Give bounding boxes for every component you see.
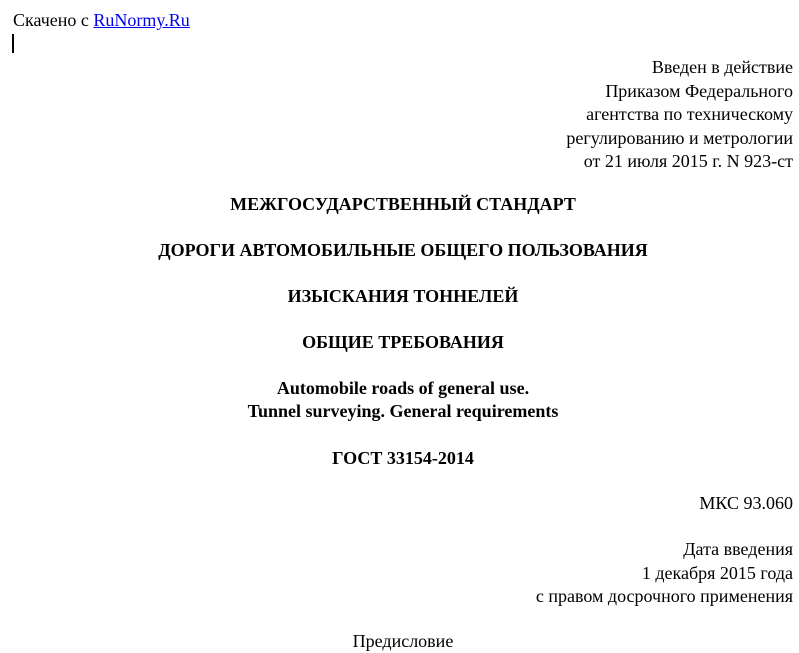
- title-line-1: ДОРОГИ АВТОМОБИЛЬНЫЕ ОБЩЕГО ПОЛЬЗОВАНИЯ: [158, 240, 648, 260]
- standard-type-heading: МЕЖГОСУДАРСТВЕННЫЙ СТАНДАРТ: [230, 194, 576, 214]
- introduction-date-block: [536, 538, 793, 609]
- english-title-line-2: Tunnel surveying. General requirements: [247, 401, 559, 421]
- intro-date-line: с правом досрочного применения: [535, 586, 793, 606]
- text-cursor: [12, 34, 14, 53]
- intro-date-line: Дата введения: [683, 539, 793, 559]
- mks-code: МКС 93.060: [699, 493, 793, 513]
- foreword-heading: Предисловие: [352, 631, 454, 651]
- title-line-3: ОБЩИЕ ТРЕБОВАНИЯ: [302, 332, 504, 352]
- approval-line: Введен в действие: [651, 57, 793, 77]
- english-title: [0, 377, 799, 423]
- approval-line: от 21 июля 2015 г. N 923-ст: [583, 151, 793, 171]
- intro-date-line: 1 декабря 2015 года: [641, 562, 793, 583]
- runormy-link[interactable]: RuNormy.Ru: [93, 10, 190, 30]
- approval-line: регулированию и метрологии: [566, 127, 793, 148]
- english-title-line-1: Automobile roads of general use.: [276, 378, 530, 398]
- source-prefix: Скачено с: [13, 10, 94, 30]
- standard-designation: ГОСТ 33154-2014: [332, 448, 474, 468]
- title-line-2: ИЗЫСКАНИЯ ТОННЕЛЕЙ: [287, 286, 519, 306]
- approval-line: Приказом Федерального: [605, 80, 793, 101]
- source-line: [13, 9, 190, 31]
- approval-block: [566, 56, 793, 174]
- approval-line: агентства по техническому: [586, 104, 793, 124]
